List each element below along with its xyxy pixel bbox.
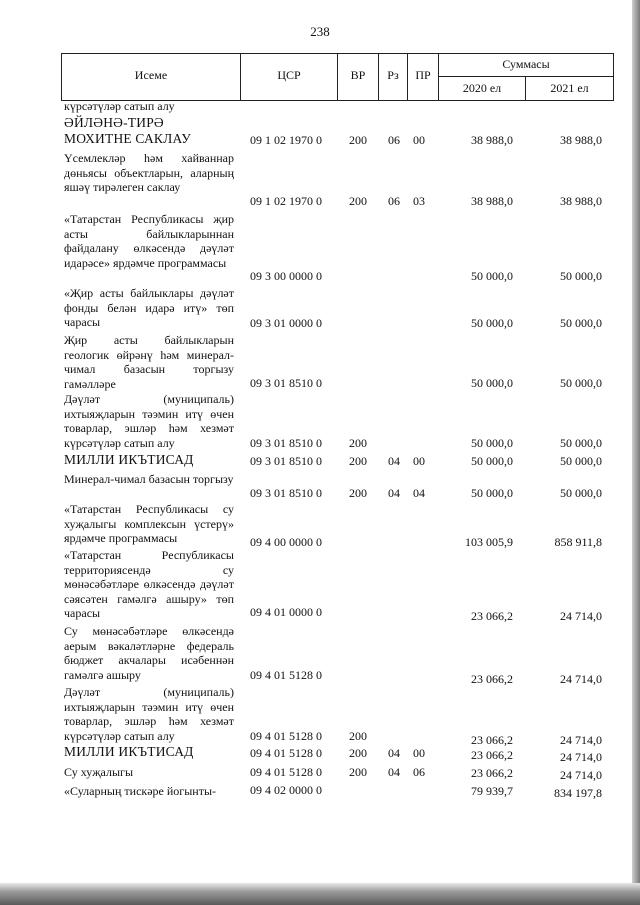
- row-csr: 09 3 00 0000 0: [250, 269, 322, 283]
- row-pr: 06: [413, 765, 425, 779]
- header-csr-label: ЦСР: [277, 68, 301, 82]
- row-csr: 09 4 01 0000 0: [250, 605, 322, 619]
- row-sum-2021: 50 000,0: [560, 486, 602, 500]
- row-sum-2020: 23 066,2: [471, 766, 513, 780]
- row-sum-2020: 23 066,2: [471, 748, 513, 762]
- row-sum-2020: 23 066,2: [471, 733, 513, 747]
- row-sum-2020: 103 005,9: [465, 535, 513, 549]
- row-sum-2020: 38 988,0: [471, 194, 513, 208]
- row-vr: 200: [349, 729, 367, 743]
- row-csr: 09 1 02 1970 0: [250, 133, 322, 147]
- row-csr: 09 3 01 8510 0: [250, 454, 322, 468]
- row-rz: 04: [388, 746, 400, 760]
- row-csr: 09 4 01 5128 0: [250, 746, 322, 760]
- row-sum-2021: 24 714,0: [560, 768, 602, 782]
- row-csr: 09 4 01 5128 0: [250, 668, 322, 682]
- row-csr: 09 1 02 1970 0: [250, 194, 322, 208]
- row-sum-2020: 50 000,0: [471, 269, 513, 283]
- row-name: ӘЙЛӘНӘ-ТИРӘ МОХИТНЕ САКЛАУ: [64, 115, 191, 146]
- row-sum-2020: 38 988,0: [471, 133, 513, 147]
- row-sum-2021: 38 988,0: [560, 194, 602, 208]
- row-name: Су хуҗалыгы: [64, 765, 134, 779]
- row-vr: 200: [349, 486, 367, 500]
- row-csr: 09 4 01 5128 0: [250, 729, 322, 743]
- row-sum-2020: 50 000,0: [471, 454, 513, 468]
- header-pr-label: ПР: [415, 68, 431, 82]
- row-sum-2021: 50 000,0: [560, 376, 602, 390]
- row-csr: 09 4 02 0000 0: [250, 783, 322, 797]
- row-rz: 06: [388, 194, 400, 208]
- row-rz: 04: [388, 765, 400, 779]
- row-rz: 06: [388, 133, 400, 147]
- header-rz-label: Рз: [387, 68, 399, 82]
- row-name: Үсемлекләр һәм хайваннар дөньясы объектларын, аларның яшәү тирәлеген саклау: [64, 151, 234, 194]
- row-csr: 09 3 01 8510 0: [250, 376, 322, 390]
- row-sum-2021: 858 911,8: [554, 535, 602, 549]
- header-name-label: Исеме: [134, 68, 168, 82]
- row-sum-2020: 79 939,7: [471, 784, 513, 798]
- row-pr: 00: [413, 746, 425, 760]
- header-2020-label: 2020 ел: [462, 81, 502, 95]
- row-sum-2020: 23 066,2: [471, 672, 513, 686]
- header-vr-label: ВР: [350, 68, 366, 82]
- row-sum-2021: 24 714,0: [560, 672, 602, 686]
- row-vr: 200: [349, 765, 367, 779]
- row-sum-2021: 24 714,0: [560, 733, 602, 747]
- row-sum-2021: 50 000,0: [560, 269, 602, 283]
- row-name: Җир асты байлыкларын геологик өйрәнү һәм минерал-чимал базасын торгызу гамәлләре: [64, 333, 234, 391]
- row-csr: 09 4 01 5128 0: [250, 765, 322, 779]
- row-name: Су мөнәсәбәтләре өлкәсендә аерым вәкаләтләрне федераль бюджет акчалары исәбеннән гамәлгә ашыру: [64, 624, 234, 682]
- row-sum-2021: 50 000,0: [560, 454, 602, 468]
- row-name: Дәүләт (муниципаль) ихтыяҗларын тәэмин итү өчен товарлар, эшләр һәм хезмәт күрсәтүләр сатып алу: [64, 392, 234, 450]
- scan-edge-bottom: [0, 883, 640, 905]
- row-csr: 09 3 01 8510 0: [250, 436, 322, 450]
- row-pr: 00: [413, 133, 425, 147]
- header-sums-label: Суммасы: [502, 57, 550, 71]
- row-csr: 09 4 00 0000 0: [250, 535, 322, 549]
- header-2021-label: 2021 ел: [550, 81, 589, 95]
- row-sum-2020: 50 000,0: [471, 316, 513, 330]
- row-sum-2021: 834 197,8: [554, 786, 602, 800]
- row-name: «Татарстан Республикасы җир асты байлыкларыннан файдалану өлкәсендә дәүләт идарәсе» ярдәмче программасы: [64, 212, 234, 270]
- row-pr: 04: [413, 486, 425, 500]
- row-sum-2021: 24 714,0: [560, 609, 602, 623]
- scan-edge-right: [632, 0, 640, 905]
- row-sum-2020: 50 000,0: [471, 486, 513, 500]
- row-name: МИЛЛИ ИКЪТИСАД: [64, 452, 194, 467]
- row-sum-2020: 50 000,0: [471, 436, 513, 450]
- row-name: «Суларның тискәре йогынты-: [64, 784, 217, 798]
- row-name: «Татарстан Республикасы территориясендә су мөнәсәбәтләре өлкәсендә дәүләт сәясәтен гамәлгә ашыру» төп чарасы: [64, 548, 234, 620]
- row-name: «Татарстан Республикасы су хуҗалыгы комплексын үстерү» ярдәмче программасы: [64, 502, 234, 545]
- row-sum-2021: 24 714,0: [560, 750, 602, 764]
- row-name: МИЛЛИ ИКЪТИСАД: [64, 744, 194, 759]
- row-rz: 04: [388, 486, 400, 500]
- row-name: «Җир асты байлыклары дәүләт фонды белән идарә итү» төп чарасы: [64, 286, 234, 329]
- row-sum-2021: 50 000,0: [560, 436, 602, 450]
- row-vr: 200: [349, 436, 367, 450]
- row-vr: 200: [349, 133, 367, 147]
- row-vr: 200: [349, 194, 367, 208]
- row-name: Минерал-чимал базасын торгызу: [64, 472, 234, 486]
- row-sum-2021: 38 988,0: [560, 133, 602, 147]
- page-number: 238: [310, 24, 330, 39]
- row-sum-2020: 50 000,0: [471, 376, 513, 390]
- row-rz: 04: [388, 454, 400, 468]
- row-name: күрсәтүләр сатып алу: [64, 99, 175, 113]
- row-name: Дәүләт (муниципаль) ихтыяҗларын тәэмин итү өчен товарлар, эшләр һәм хезмәт күрсәтүләр сатып алу: [64, 685, 234, 743]
- row-sum-2021: 50 000,0: [560, 316, 602, 330]
- row-pr: 03: [413, 194, 425, 208]
- row-vr: 200: [349, 746, 367, 760]
- row-csr: 09 3 01 8510 0: [250, 486, 322, 500]
- row-pr: 00: [413, 454, 425, 468]
- row-sum-2020: 23 066,2: [471, 609, 513, 623]
- row-csr: 09 3 01 0000 0: [250, 316, 322, 330]
- row-vr: 200: [349, 454, 367, 468]
